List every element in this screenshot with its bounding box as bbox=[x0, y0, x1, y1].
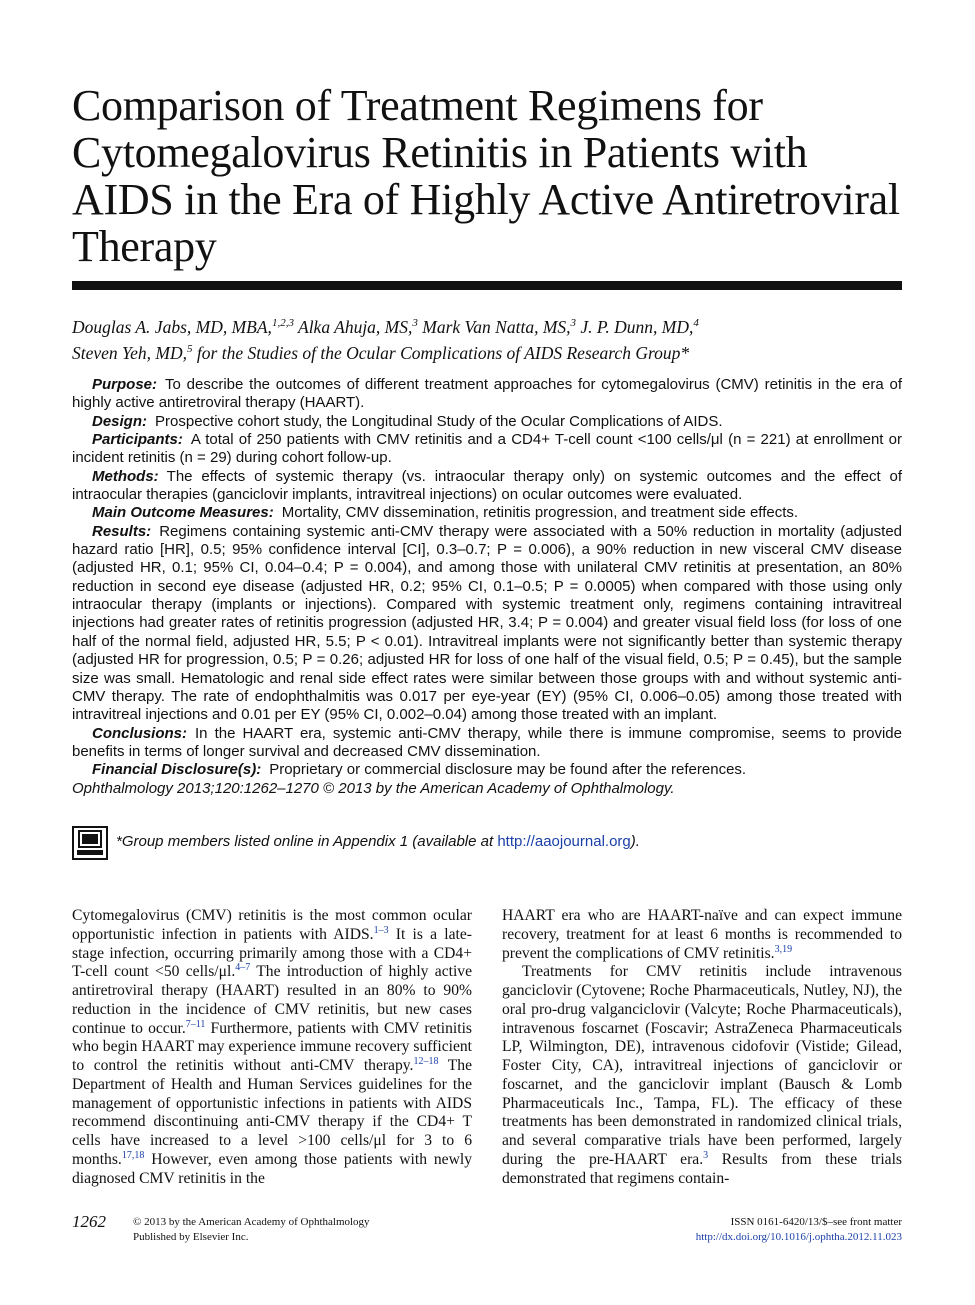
abstract-text: Proprietary or commercial disclosure may be found after the references. bbox=[269, 761, 747, 779]
abstract-conclusions bbox=[72, 725, 902, 762]
abstract-text: To describe the outcomes of different treatment approaches for cytomegalovirus (CMV) retinitis in the era of highly active antiretroviral therapy (HAART). bbox=[72, 376, 902, 412]
appendix-label: *Group members listed online in Appendix 1 (available at bbox=[116, 833, 498, 850]
title-rule bbox=[72, 281, 902, 290]
body-text: The Department of Health and Human Services guidelines for the management of opportunistic infections in patients with AIDS recommend discontinuing anti-CMV therapy if the CD4+ T cells have increased to a level >100 cells/μl for 3 to 6 months. bbox=[72, 1057, 472, 1168]
paragraph bbox=[72, 907, 472, 1188]
abstract-disclosure bbox=[72, 761, 902, 779]
journal-link[interactable]: http://aaojournal.org bbox=[497, 833, 631, 850]
author-name: Mark Van Natta, MS, bbox=[422, 316, 571, 337]
abstract-label: Financial Disclosure(s): bbox=[92, 761, 262, 779]
body-text: HAART era who are HAART-naïve and can expect immune recovery, treatment for at least 6 months is recommended to prevent the complications of CMV retinitis. bbox=[502, 907, 902, 962]
doi-link[interactable]: http://dx.doi.org/10.1016/j.ophtha.2012.11.023 bbox=[695, 1231, 902, 1243]
body-text: Cytomegalovirus (CMV) retinitis is the most common ocular opportunistic infection in patients with AIDS. bbox=[72, 907, 472, 943]
appendix-text bbox=[116, 833, 640, 850]
abstract-design bbox=[72, 413, 902, 431]
citation-ref[interactable]: 12–18 bbox=[413, 1055, 439, 1067]
author-name: Alka Ahuja, MS, bbox=[298, 316, 413, 337]
paragraph bbox=[502, 907, 902, 963]
citation-ref[interactable]: 4–7 bbox=[235, 962, 251, 974]
copyright-text: © 2013 by the American Academy of Ophthalmology bbox=[133, 1216, 370, 1228]
body-column-left bbox=[72, 907, 472, 1188]
issn-block bbox=[696, 1215, 902, 1245]
body-text: The introduction of highly active antiretroviral therapy (HAART) resulted in an 80% to 90% reduction in the incidence of CMV retinitis, but new cases continue to occur. bbox=[72, 963, 472, 1037]
research-group: for the Studies of the Ocular Complications of AIDS Research Group* bbox=[196, 342, 690, 363]
abstract-purpose bbox=[72, 376, 902, 413]
page-number: 1262 bbox=[72, 1212, 106, 1231]
abstract-label: Participants: bbox=[92, 431, 183, 449]
abstract-label: Purpose: bbox=[92, 376, 158, 393]
affiliation-marker: 5 bbox=[187, 342, 193, 355]
abstract-label: Conclusions: bbox=[92, 724, 188, 742]
abstract-text: Mortality, CMV dissemination, retinitis progression, and treatment side effects. bbox=[281, 504, 799, 522]
abstract-measures bbox=[72, 504, 902, 522]
page-footer bbox=[72, 1212, 902, 1252]
affiliation-marker: 4 bbox=[693, 317, 699, 329]
article-title: Comparison of Treatment Regimens for Cytomegalovirus Retinitis in Patients with AIDS in the Era of Highly Active Antiretroviral Therapy bbox=[72, 81, 900, 271]
body-text: Furthermore, patients with CMV retinitis who begin HAART may experience immune recovery sufficient to control the retinitis without anti-CMV therapy. bbox=[72, 1019, 472, 1074]
issn-text: ISSN 0161-6420/13/$–see front matter bbox=[730, 1216, 902, 1228]
author-name: Douglas A. Jabs, MD, MBA, bbox=[72, 316, 272, 337]
abstract-participants bbox=[72, 431, 902, 468]
citation-ref[interactable]: 3,19 bbox=[774, 943, 793, 955]
abstract-text: Prospective cohort study, the Longitudinal Study of the Ocular Complications of AIDS. bbox=[155, 412, 723, 430]
body-text: It is a late-stage infection, occurring primarily among those with a CD4+ T-cell count <50 cells/μl. bbox=[72, 925, 472, 981]
author-name: J. P. Dunn, MD, bbox=[580, 316, 694, 337]
citation-ref[interactable]: 17,18 bbox=[121, 1149, 145, 1161]
citation-ref[interactable]: 7–11 bbox=[185, 1018, 206, 1030]
citation-text: Ophthalmology 2013;120:1262–1270 © 2013 by the American Academy of Ophthalmology. bbox=[72, 779, 675, 797]
affiliation-marker: 3 bbox=[412, 317, 418, 329]
citation-ref[interactable]: 1–3 bbox=[373, 924, 389, 936]
abstract-text: The effects of systemic therapy (vs. intraocular therapy only) on systemic outcomes and the effect of intraocular therapies (ganciclovir implants, intravitreal injections) on ocular outcomes were evaluated. bbox=[72, 467, 902, 504]
paragraph bbox=[502, 963, 902, 1188]
computer-icon bbox=[72, 826, 108, 860]
appendix-end: ). bbox=[630, 833, 640, 850]
abstract-label: Results: bbox=[92, 522, 152, 540]
abstract-text: A total of 250 patients with CMV retinitis and a CD4+ T-cell count <100 cells/μl (n = 221) at enrollment or incident retinitis (n = 29) during cohort follow-up. bbox=[72, 431, 902, 467]
affiliation-marker: 1,2,3 bbox=[271, 317, 294, 329]
body-text: Treatments for CMV retinitis include intravenous ganciclovir (Cytovene; Roche Pharmaceuticals, Nutley, NJ), the oral pro-drug valganciclovir (Valcyte; Roche Pharmaceuticals), intravenous foscarnet (Foscavir; AstraZeneca Pharmaceuticals LP, Wilmington, DE), intravenous cidofovir (Vistide; Gilead, Foster City, CA), intravitreal injections of ganciclovir or foscarnet, and the ganciclovir implant (Bausch & Lomb Pharmaceuticals Inc., Tampa, FL). The efficacy of these treatments has been demonstrated in randomized clinical trials, and several comparative trials have been performed, largely during the pre-HAART era. bbox=[502, 963, 902, 1168]
affiliation-marker: 3 bbox=[570, 317, 577, 329]
abstract-text: Regimens containing systemic anti-CMV therapy were associated with a 50% reduction in mortality (adjusted hazard ratio [HR], 0.5; 95% confidence interval [CI], 0.3–0.7; P = 0.006), a 90% reduction in new visceral CMV disease (adjusted HR, 0.1; 95% CI, 0.04–0.4; P = 0.004), and among those with unilateral CMV retinitis at presentation, an 80% reduction in second eye disease (adjusted HR, 0.2; 95% CI, 0.1–0.5; P = 0.0005) when compared with those using only intraocular therapy (implants or injections). Compared with systemic treatment only, regimens containing intravitreal injections had greater rates of retinitis progression (adjusted HR, 3.4; P = 0.004) and greater visual field loss (for loss of one half of the normal field, adjusted HR, 5.5; P < 0.01). Intravitreal implants were not significantly better than systemic therapy (adjusted HR for progression, 0.5; P = 0.26; adjusted HR for loss of one half of the visual field, 0.5; P = 0.45), but the sample size was small. Hematologic and renal side effect rates were similar between those groups with and without systemic anti-CMV therapy. The rate of endophthalmitis was 0.017 per eye-year (EY) (95% CI, 0.006–0.05) among those treated with intravitreal injections and 0.01 per EY (95% CI, 0.002–0.04) among those treated with an implant. bbox=[72, 522, 902, 724]
body-column-right bbox=[502, 907, 902, 1188]
abstract bbox=[72, 376, 902, 798]
abstract-methods bbox=[72, 468, 902, 505]
abstract-citation bbox=[72, 780, 902, 798]
copyright-block bbox=[133, 1215, 370, 1245]
publisher-text: Published by Elsevier Inc. bbox=[133, 1231, 249, 1243]
body-text: Results from these trials demonstrated that regimens contain- bbox=[502, 1150, 903, 1187]
abstract-label: Methods: bbox=[92, 467, 159, 485]
citation-ref[interactable]: 3 bbox=[703, 1149, 709, 1161]
abstract-text: In the HAART era, systemic anti-CMV therapy, while there is immune compromise, seems to provide benefits in terms of longer survival and decreased CMV dissemination. bbox=[72, 724, 902, 760]
abstract-label: Design: bbox=[92, 412, 148, 430]
author-name: Steven Yeh, MD, bbox=[72, 342, 188, 363]
abstract-results bbox=[72, 523, 902, 725]
body-text: However, even among those patients with newly diagnosed CMV retinitis in the bbox=[72, 1150, 472, 1187]
abstract-label: Main Outcome Measures: bbox=[92, 504, 274, 522]
author-list bbox=[72, 312, 902, 364]
appendix-note bbox=[72, 826, 902, 862]
